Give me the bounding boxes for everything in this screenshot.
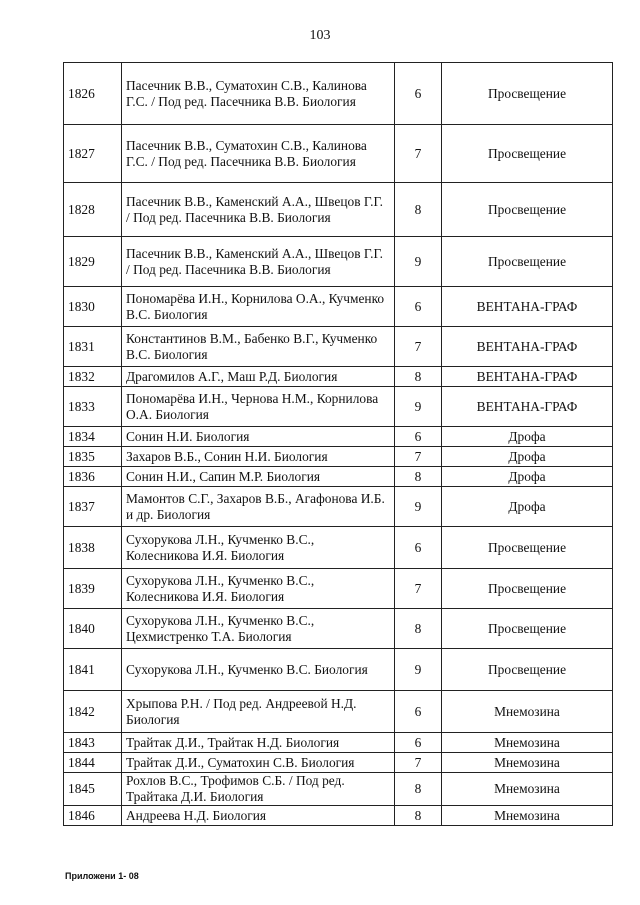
row-number: 1836 <box>64 467 122 487</box>
row-grade: 6 <box>395 691 442 733</box>
table-row <box>64 691 613 733</box>
row-number: 1839 <box>64 569 122 609</box>
row-grade: 6 <box>395 733 442 753</box>
row-authors: Хрыпова Р.Н. / Под ред. Андреевой Н.Д. Биология <box>122 691 395 733</box>
row-authors: Пономарёва И.Н., Корнилова О.А., Кучменко В.С. Биология <box>122 287 395 327</box>
table-body <box>64 63 613 826</box>
row-number: 1841 <box>64 649 122 691</box>
row-grade: 8 <box>395 183 442 237</box>
row-grade: 9 <box>395 237 442 287</box>
table-row <box>64 427 613 447</box>
row-number: 1838 <box>64 527 122 569</box>
row-number: 1837 <box>64 487 122 527</box>
table-row <box>64 287 613 327</box>
table-row <box>64 387 613 427</box>
table-row <box>64 569 613 609</box>
footer-note: Приложени 1- 08 <box>65 871 139 881</box>
table-row <box>64 237 613 287</box>
row-publisher: Просвещение <box>442 183 613 237</box>
row-publisher: Дрофа <box>442 447 613 467</box>
table-row <box>64 183 613 237</box>
row-authors: Сухорукова Л.Н., Кучменко В.С., Цехмистренко Т.А. Биология <box>122 609 395 649</box>
row-number: 1842 <box>64 691 122 733</box>
row-grade: 6 <box>395 427 442 447</box>
row-publisher: Просвещение <box>442 527 613 569</box>
table-row <box>64 63 613 125</box>
row-publisher: Мнемозина <box>442 733 613 753</box>
row-grade: 8 <box>395 367 442 387</box>
row-number: 1834 <box>64 427 122 447</box>
row-publisher: Дрофа <box>442 467 613 487</box>
row-grade: 8 <box>395 806 442 826</box>
row-publisher: Просвещение <box>442 125 613 183</box>
row-authors: Пасечник В.В., Суматохин С.В., Калинова Г.С. / Под ред. Пасечника В.В. Биология <box>122 63 395 125</box>
table-row <box>64 447 613 467</box>
table-row <box>64 649 613 691</box>
row-number: 1827 <box>64 125 122 183</box>
row-number: 1833 <box>64 387 122 427</box>
table-row <box>64 367 613 387</box>
row-authors: Рохлов В.С., Трофимов С.Б. / Под ред. Трайтака Д.И. Биология <box>122 773 395 806</box>
row-authors: Трайтак Д.И., Трайтак Н.Д. Биология <box>122 733 395 753</box>
row-grade: 8 <box>395 609 442 649</box>
row-authors: Андреева Н.Д. Биология <box>122 806 395 826</box>
table-row <box>64 733 613 753</box>
row-number: 1840 <box>64 609 122 649</box>
row-publisher: Просвещение <box>442 63 613 125</box>
row-publisher: Просвещение <box>442 609 613 649</box>
row-grade: 7 <box>395 125 442 183</box>
row-publisher: Мнемозина <box>442 691 613 733</box>
row-grade: 9 <box>395 649 442 691</box>
row-authors: Пономарёва И.Н., Чернова Н.М., Корнилова О.А. Биология <box>122 387 395 427</box>
row-grade: 9 <box>395 387 442 427</box>
row-authors: Пасечник В.В., Каменский А.А., Швецов Г.Г. / Под ред. Пасечника В.В. Биология <box>122 183 395 237</box>
row-number: 1829 <box>64 237 122 287</box>
row-publisher: Просвещение <box>442 649 613 691</box>
row-publisher: ВЕНТАНА-ГРАФ <box>442 367 613 387</box>
table-row <box>64 527 613 569</box>
row-publisher: Мнемозина <box>442 773 613 806</box>
table-row <box>64 125 613 183</box>
row-authors: Сонин Н.И., Сапин М.Р. Биология <box>122 467 395 487</box>
row-grade: 7 <box>395 447 442 467</box>
row-authors: Драгомилов А.Г., Маш Р.Д. Биология <box>122 367 395 387</box>
row-number: 1835 <box>64 447 122 467</box>
row-authors: Сухорукова Л.Н., Кучменко В.С., Колесникова И.Я. Биология <box>122 527 395 569</box>
row-publisher: Дрофа <box>442 487 613 527</box>
row-publisher: ВЕНТАНА-ГРАФ <box>442 387 613 427</box>
row-publisher: ВЕНТАНА-ГРАФ <box>442 287 613 327</box>
row-authors: Пасечник В.В., Каменский А.А., Швецов Г.Г. / Под ред. Пасечника В.В. Биология <box>122 237 395 287</box>
row-publisher: Мнемозина <box>442 753 613 773</box>
row-number: 1846 <box>64 806 122 826</box>
row-number: 1828 <box>64 183 122 237</box>
row-grade: 6 <box>395 527 442 569</box>
row-authors: Сухорукова Л.Н., Кучменко В.С. Биология <box>122 649 395 691</box>
row-grade: 7 <box>395 327 442 367</box>
row-grade: 6 <box>395 63 442 125</box>
row-publisher: ВЕНТАНА-ГРАФ <box>442 327 613 367</box>
row-number: 1826 <box>64 63 122 125</box>
row-grade: 7 <box>395 753 442 773</box>
table-row <box>64 487 613 527</box>
row-authors: Сухорукова Л.Н., Кучменко В.С., Колесникова И.Я. Биология <box>122 569 395 609</box>
row-authors: Мамонтов С.Г., Захаров В.Б., Агафонова И.Б. и др. Биология <box>122 487 395 527</box>
table-row <box>64 467 613 487</box>
row-number: 1843 <box>64 733 122 753</box>
row-grade: 6 <box>395 287 442 327</box>
table-row <box>64 327 613 367</box>
row-authors: Трайтак Д.И., Суматохин С.В. Биология <box>122 753 395 773</box>
row-number: 1845 <box>64 773 122 806</box>
row-publisher: Просвещение <box>442 569 613 609</box>
row-authors: Пасечник В.В., Суматохин С.В., Калинова Г.С. / Под ред. Пасечника В.В. Биология <box>122 125 395 183</box>
row-publisher: Мнемозина <box>442 806 613 826</box>
row-number: 1832 <box>64 367 122 387</box>
row-grade: 8 <box>395 467 442 487</box>
row-authors: Захаров В.Б., Сонин Н.И. Биология <box>122 447 395 467</box>
textbook-table <box>63 62 613 826</box>
row-number: 1830 <box>64 287 122 327</box>
row-authors: Сонин Н.И. Биология <box>122 427 395 447</box>
row-publisher: Просвещение <box>442 237 613 287</box>
table-row <box>64 753 613 773</box>
row-grade: 7 <box>395 569 442 609</box>
row-number: 1831 <box>64 327 122 367</box>
row-authors: Константинов В.М., Бабенко В.Г., Кучменко В.С. Биология <box>122 327 395 367</box>
row-number: 1844 <box>64 753 122 773</box>
table-row <box>64 773 613 806</box>
row-grade: 9 <box>395 487 442 527</box>
table-row <box>64 806 613 826</box>
table-row <box>64 609 613 649</box>
page-number: 103 <box>309 28 331 43</box>
row-publisher: Дрофа <box>442 427 613 447</box>
row-grade: 8 <box>395 773 442 806</box>
